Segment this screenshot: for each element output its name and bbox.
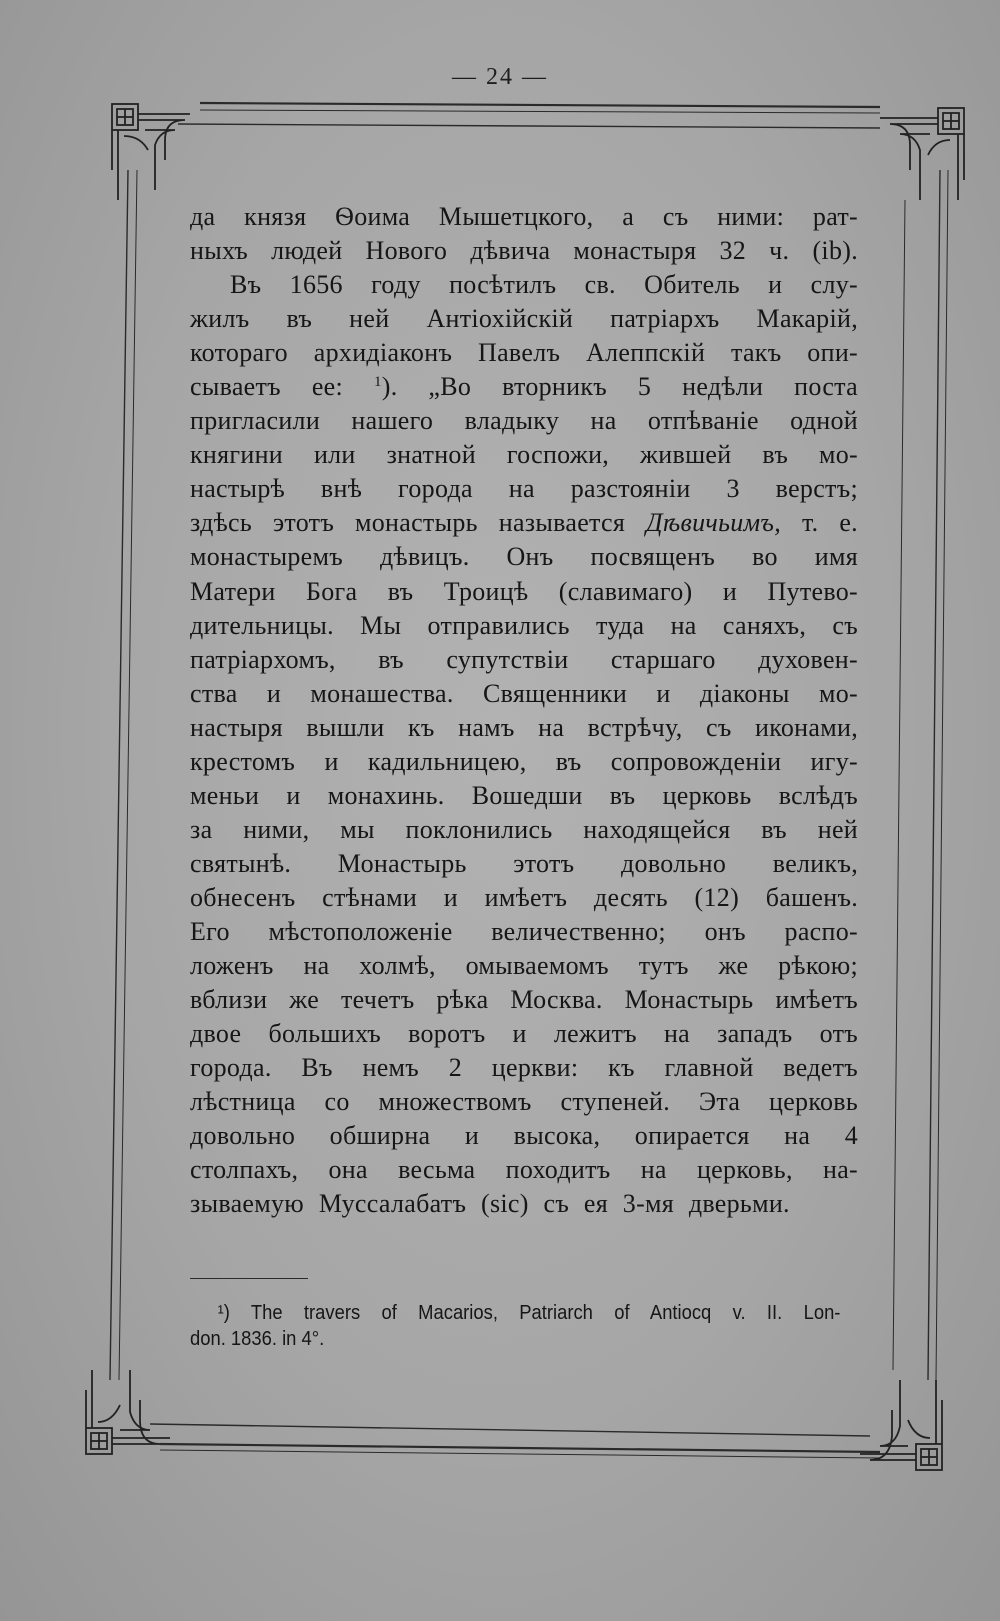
text-line: обнесенъ стѣнами и имѣетъ десять (12) башенъ. — [190, 882, 858, 912]
text-line: Матери Бога въ Троицѣ (славимаго) и Путево- — [190, 576, 858, 606]
text-line: лѣстница со множествомъ ступеней. Эта церковь — [190, 1087, 858, 1117]
page-number: — 24 — — [452, 64, 548, 90]
text-line: жилъ въ ней Антіохійскій патріархъ Макарій, — [190, 304, 858, 334]
text-line — [190, 506, 858, 540]
corner-ornament-top-right — [880, 108, 964, 200]
text-line: патріархомъ, въ супутствіи старшаго духовен- — [190, 644, 858, 674]
footnote-marker[interactable]: 1 — [373, 374, 382, 391]
text-line: ложенъ на холмѣ, омываемомъ тутъ же рѣкою; — [190, 951, 858, 981]
text-line: Его мѣстоположеніе величественно; онъ распо- — [190, 916, 858, 946]
footnote-line: don. 1836. in 4°. — [190, 1328, 325, 1350]
text-line: ства и монашества. Священники и діаконы мо- — [190, 678, 858, 708]
text-line: настыря вышли къ намъ на встрѣчу, съ иконами, — [190, 712, 858, 742]
footnote-divider — [190, 1278, 308, 1279]
text-line: монастыремъ дѣвицъ. Онъ посвященъ во имя — [190, 542, 858, 572]
text-fragment: здѣсь этотъ монастырь называется — [190, 508, 626, 538]
text-line: зываемую Муссалабатъ (sic) съ ея 3-мя дверьми. — [190, 1189, 790, 1219]
text-line: пригласили нашего владыку на отпѣваніе одной — [190, 406, 858, 436]
text-line: довольно обширна и высока, опирается на 4 — [190, 1121, 858, 1151]
corner-ornament-bottom-left — [86, 1370, 170, 1454]
text-line: за ними, мы поклонились находящейся въ ней — [190, 814, 858, 844]
footnote-number: ¹) — [217, 1302, 230, 1324]
text-fragment: т. е. — [801, 508, 858, 538]
text-line: вблизи же течетъ рѣка Москва. Монастырь имѣетъ — [190, 985, 858, 1015]
footnote-text: The travers of Macarios, Patriarch of Antiocq v. II. Lon- — [250, 1302, 841, 1324]
corner-ornament-bottom-right — [860, 1380, 942, 1470]
text-line: настырѣ внѣ города на разстояніи 3 верстъ; — [190, 474, 858, 504]
text-fragment: сываетъ ее: — [190, 372, 344, 402]
footnote-line — [190, 1300, 840, 1326]
text-line: да князя Ѳоима Мышетцкого, а съ ними: рат- — [190, 202, 858, 231]
italic-term: Дѣвичьимъ, — [646, 508, 782, 538]
corner-ornament-top-left — [112, 104, 190, 200]
body-text — [190, 200, 858, 1221]
text-fragment: ). „Во вторникъ 5 недѣли поста — [381, 372, 858, 402]
text-line: дительницы. Мы отправились туда на саняхъ, съ — [190, 610, 858, 640]
text-line: княгини или знатной госпожи, жившей въ мо- — [190, 440, 858, 470]
text-line: меньи и монахинь. Вошедши въ церковь вслѣдъ — [190, 780, 858, 810]
text-line: святынѣ. Монастырь этотъ довольно великъ, — [190, 848, 858, 878]
text-line: котораго архидіаконъ Павелъ Алеппскій такъ опи- — [190, 338, 858, 368]
text-line: Въ 1656 году посѣтилъ св. Обитель и слу- — [230, 270, 858, 300]
text-line — [190, 370, 858, 404]
text-line: ныхъ людей Нового дѣвича монастыря 32 ч. (ib). — [190, 236, 858, 266]
text-line: столпахъ, она весьма походитъ на церковь, на- — [190, 1155, 858, 1185]
footnote — [190, 1300, 840, 1352]
text-line: крестомъ и кадильницею, въ сопровожденіи игу- — [190, 746, 858, 776]
text-line: двое большихъ воротъ и лежитъ на западъ отъ — [190, 1019, 858, 1049]
text-line: города. Въ немъ 2 церкви: къ главной ведетъ — [190, 1053, 858, 1083]
